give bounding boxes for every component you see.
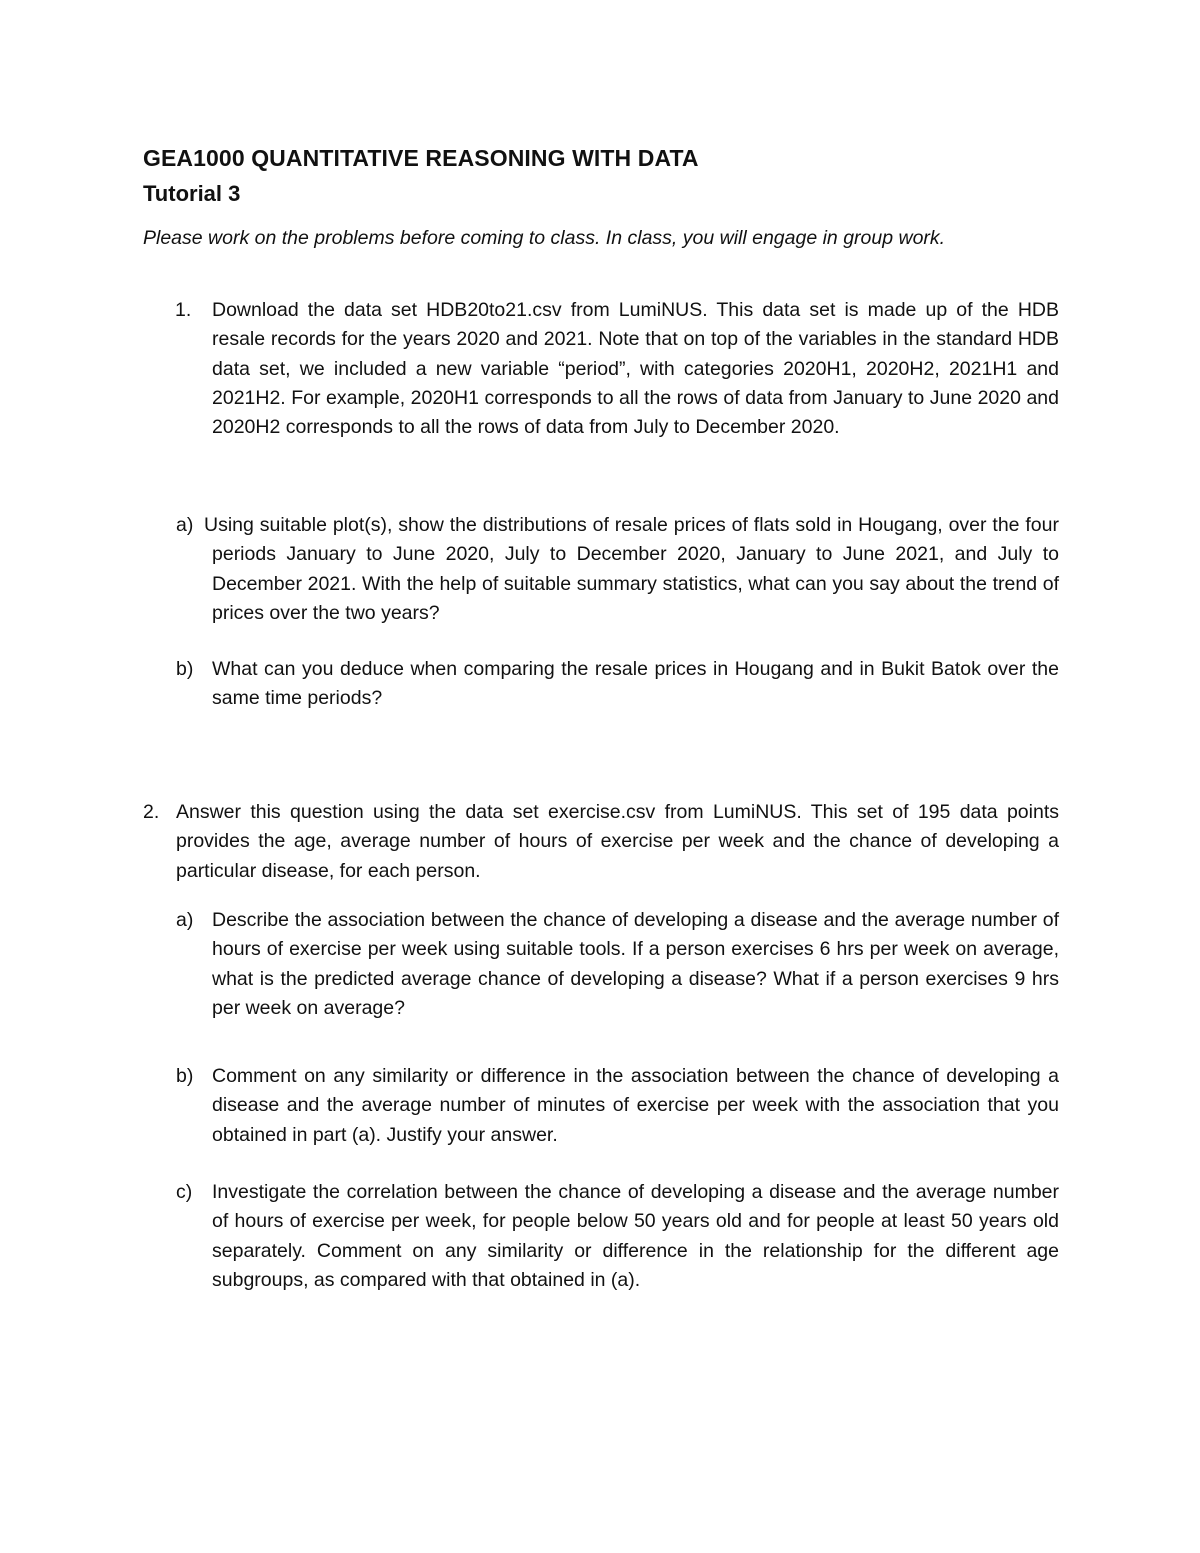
question-2c-label: c): [176, 1181, 193, 1203]
question-2a-label: a): [176, 909, 194, 931]
question-2a-text: Describe the association between the chance of developing a disease and the average number of hours of exercise per week using suitable tools. If a person exercises 6 hrs per week on average, what is the predicted average chance of developing a disease? What if a person exercises 9 hrs per week on average?: [212, 909, 1059, 1019]
tutorial-number: Tutorial 3: [143, 181, 241, 206]
question-1-number: 1.: [175, 299, 192, 321]
question-1b-label: b): [176, 658, 194, 680]
question-2-text: Answer this question using the data set exercise.csv from LumiNUS. This set of 195 data points provides the age, average number of hours of exercise per week and the chance of developing a particular disease, for each person.: [176, 801, 1059, 882]
document-title: GEA1000 QUANTITATIVE REASONING WITH DATA: [143, 145, 699, 171]
question-1b-text: What can you deduce when comparing the resale prices in Hougang and in Bukit Batok over the same time periods?: [212, 658, 1059, 710]
question-2b-text: Comment on any similarity or difference in the association between the chance of developing a disease and the average number of minutes of exercise per week with the association that you obtained in part (a). Justify your answer.: [212, 1065, 1059, 1146]
question-2-number: 2.: [143, 801, 160, 823]
question-1a-label: a): [176, 514, 194, 536]
question-1-text: Download the data set HDB20to21.csv from LumiNUS. This data set is made up of the HDB resale records for the years 2020 and 2021. Note that on top of the variables in the standard HDB data set, we included a new variable “period”, with categories 2020H1, 2020H2, 2021H1 and 2021H2. For example, 2020H1 corresponds to all the rows of data from January to June 2020 and 2020H2 corresponds to all the rows of data from July to December 2020.: [212, 299, 1059, 439]
question-2c-text: Investigate the correlation between the chance of developing a disease and the average number of hours of exercise per week, for people below 50 years old and for people at least 50 years old separately. Comment on any similarity or difference in the relationship for the different age subgroups, as compared with that obtained in (a).: [212, 1181, 1059, 1291]
question-2b-label: b): [176, 1065, 194, 1087]
question-1a-text: Using suitable plot(s), show the distributions of resale prices of flats sold in Hougang, over the four periods January to June 2020, July to December 2020, January to June 2021, and July to December 2021. With the help of suitable summary statistics, what can you say about the trend of prices over the two years?: [204, 514, 1059, 624]
instruction-note: Please work on the problems before coming to class. In class, you will engage in group work.: [143, 227, 946, 249]
